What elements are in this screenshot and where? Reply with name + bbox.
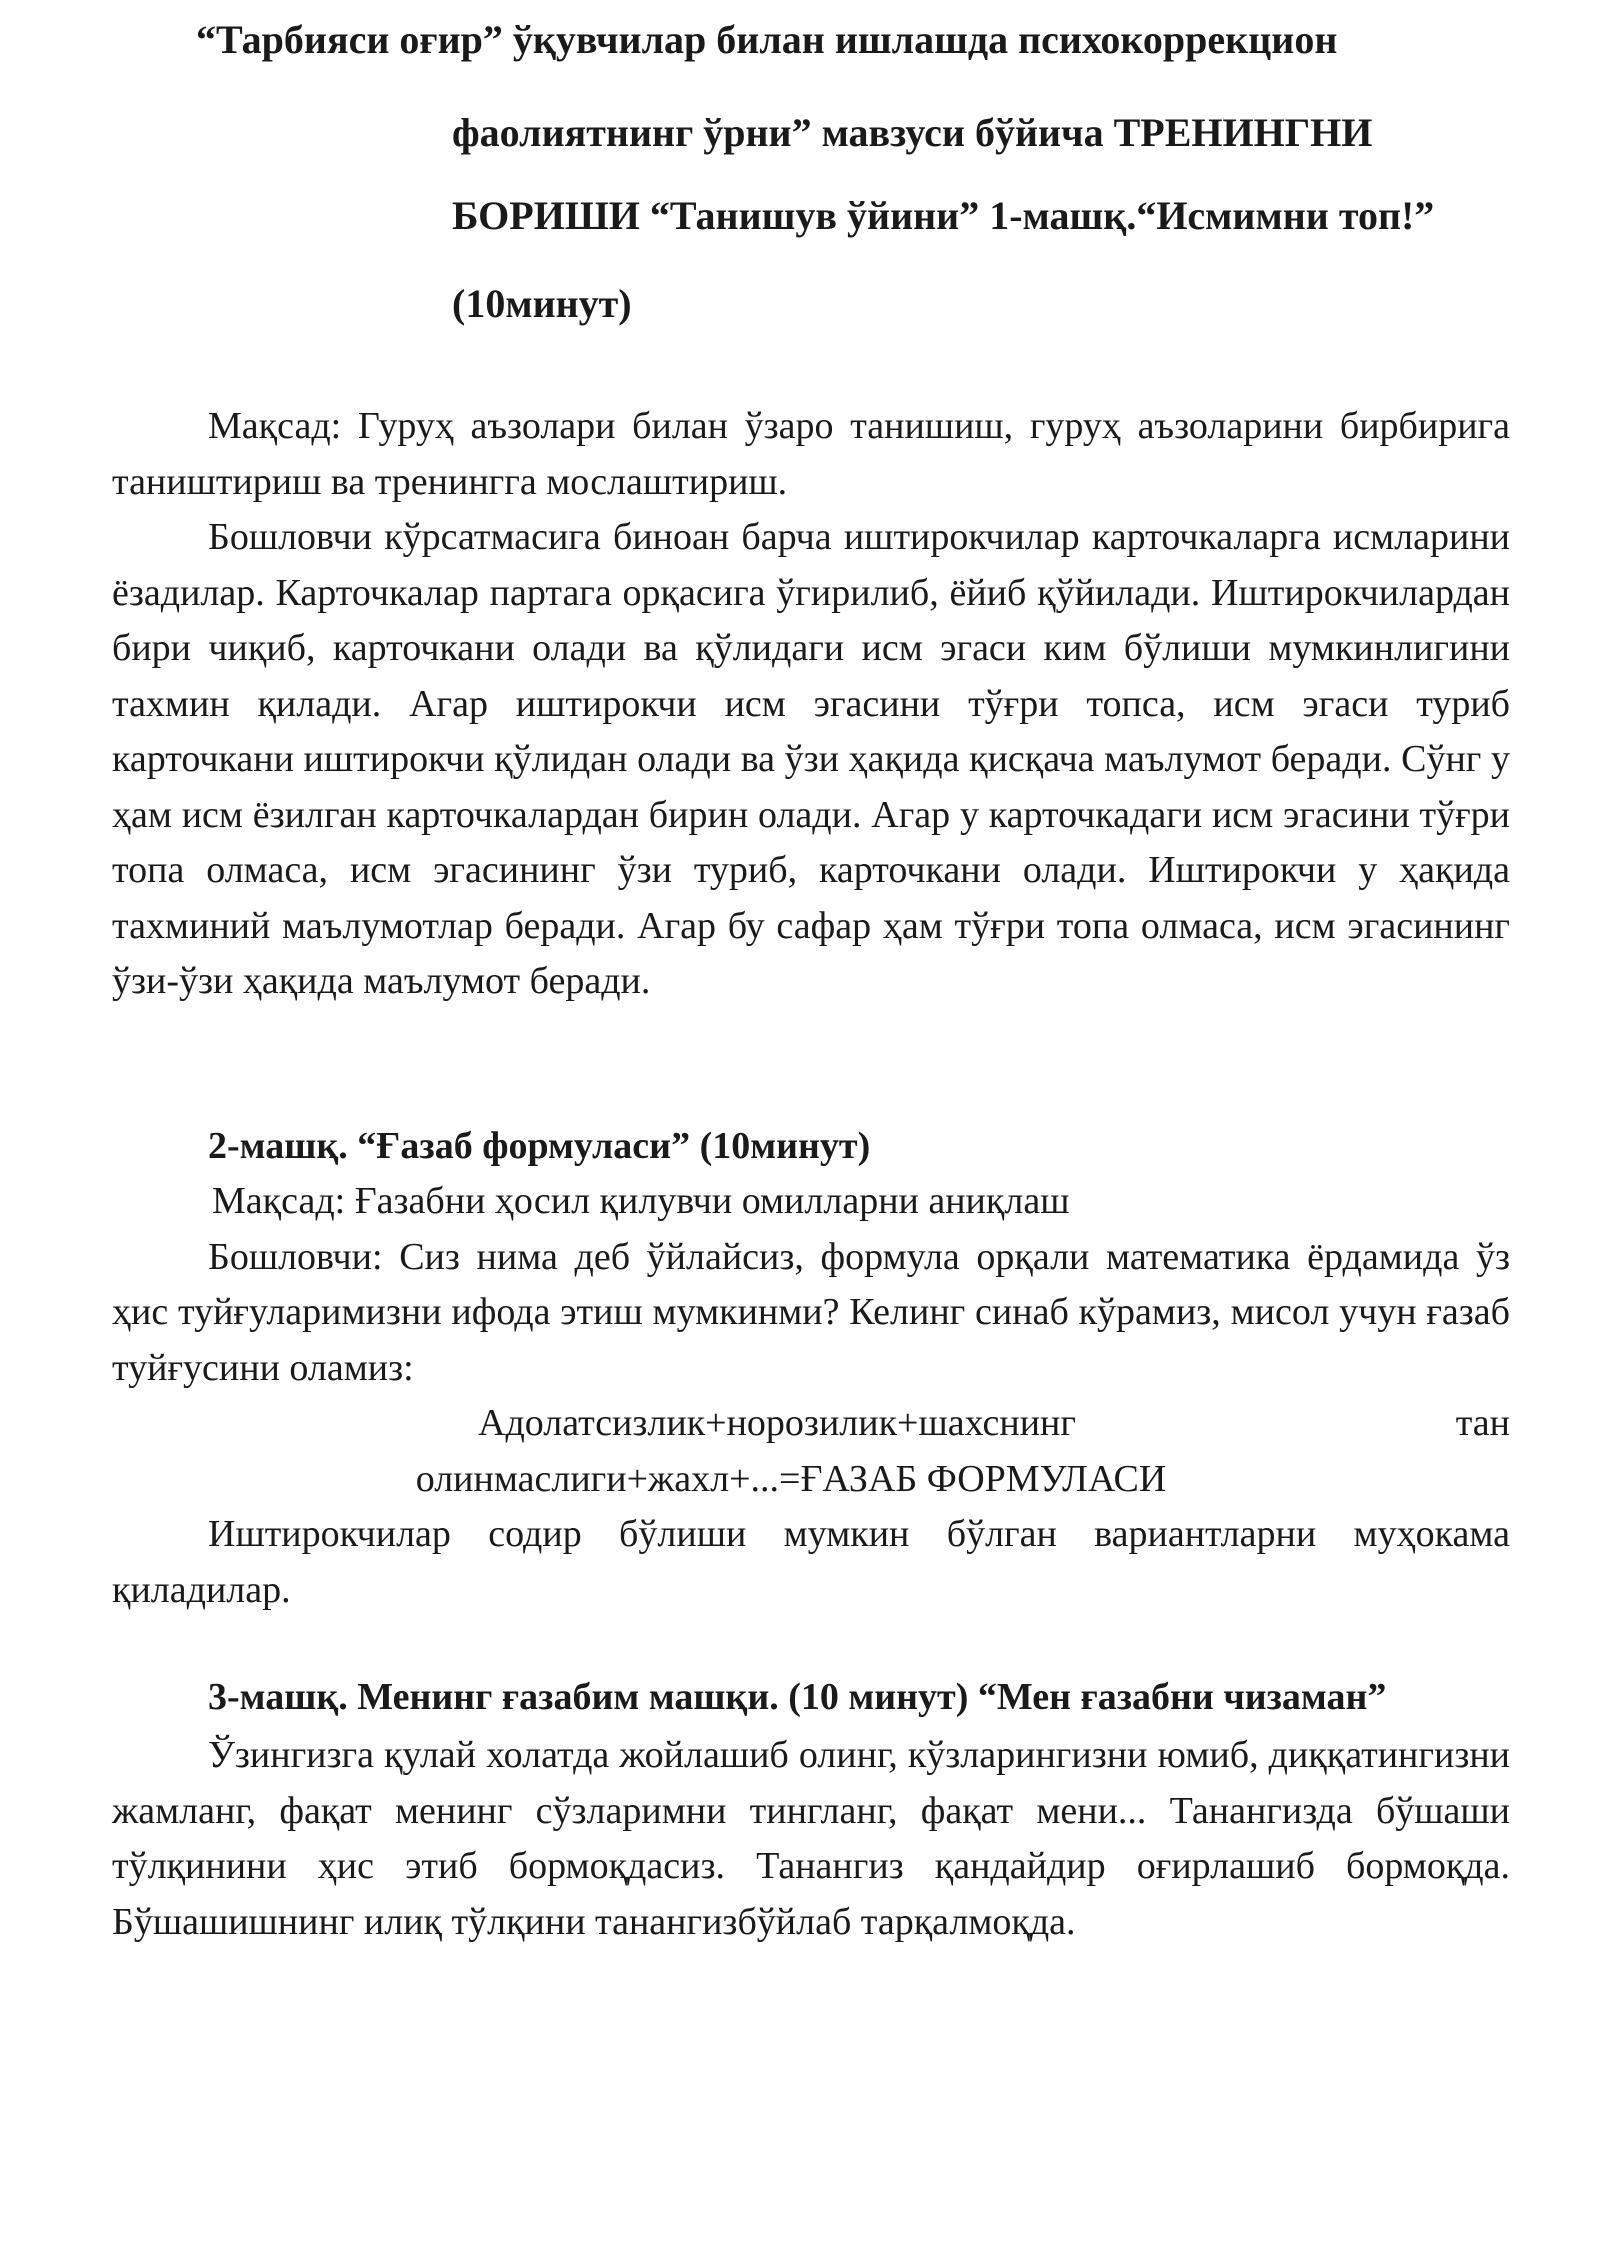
section-2-heading: 2-машқ. “Ғазаб формуласи” (10минут) [208, 1125, 871, 1167]
title-line-3: БОРИШИ “Танишув ўйини” 1-машқ.“Исмимни топ!” [452, 193, 1435, 238]
section-3-text: Ўзингизга қулай холатда жойлашиб олинг, кўзларингизни юмиб, диққатингизни жамланг, фақат менинг сўзларимни тингланг, фақат мени... Танангизда бўшаши тўлқинини ҳис этиб бормоқдасиз. Танангиз қандайдир оғирлашиб бормоқда. Бўшашишнинг илиқ тўлқини танангизбўйлаб тарқалмоқда. [112, 1734, 1510, 1943]
document-title [196, 10, 1496, 332]
formula-line-2: олинмаслиги+жахл+...=ҒАЗАБ ФОРМУЛАСИ [415, 1457, 1167, 1500]
formula [112, 1396, 1510, 1507]
formula-line-1: Адолатсизлик+норозилик+шахснинг тан [478, 1402, 1510, 1444]
section-2-text: Бошловчи: Сиз нима деб ўйлайсиз, формула орқали математика ёрдамида ўз ҳис туйғуларимизни ифода этиш мумкинми? Келинг синаб кўрамиз, мисол учун ғазаб туйғусини оламиз: [112, 1235, 1510, 1389]
section-2-after: Иштирокчилар содир бўлиши мумкин бўлган вариантларни муҳокама қиладилар. [112, 1513, 1510, 1611]
section-3-heading: 3-машқ. Менинг ғазабим машқи. (10 минут) “Мен ғазабни чизаман” [208, 1676, 1387, 1718]
title-line-2: фаолиятнинг ўрни” мавзуси бўйича ТРЕНИНГНИ [452, 110, 1373, 155]
section-1-aim: Мақсад: Гуруҳ аъзолари билан ўзаро танишиш, гуруҳ аъзоларини бирбирига таништириш ва тренингга мослаштириш. [112, 405, 1510, 503]
title-line-1: “Тарбияси оғир” ўқувчилар билан ишлашда психокоррекцион [196, 17, 1338, 62]
section-2-aim: Мақсад: Ғазабни ҳосил қилувчи омилларни аниқлаш [212, 1180, 1070, 1222]
title-line-4: (10минут) [452, 281, 632, 326]
section-1 [112, 399, 1510, 1010]
section-3 [112, 1676, 1510, 1950]
section-1-text: Бошловчи кўрсатмасига биноан барча иштирокчилар карточкаларга исмларини ёзадилар. Карточкалар партага орқасига ўгирилиб, ёйиб қўйилади. Иштирокчилардан бири чиқиб, карточкани олади ва қўлидаги исм эгаси ким бўлиши мумкинлигини тахмин қилади. Агар иштирокчи исм эгасини тўғри топса, исм эгаси туриб карточкани иштирокчи қўлидан олади ва ўзи ҳақида қисқача маълумот беради. Сўнг у ҳам исм ёзилган карточкалардан бирин олади. Агар у карточкадаги исм эгасини тўғри топа олмаса, исм эгасининг ўзи туриб, карточкани олади. Иштирокчи у ҳақида тахминий маълумотлар беради. Агар бу сафар ҳам тўғри топа олмаса, исм эгасининг ўзи-ўзи ҳақида маълумот беради. [112, 516, 1510, 1002]
section-2 [112, 1119, 1510, 1618]
